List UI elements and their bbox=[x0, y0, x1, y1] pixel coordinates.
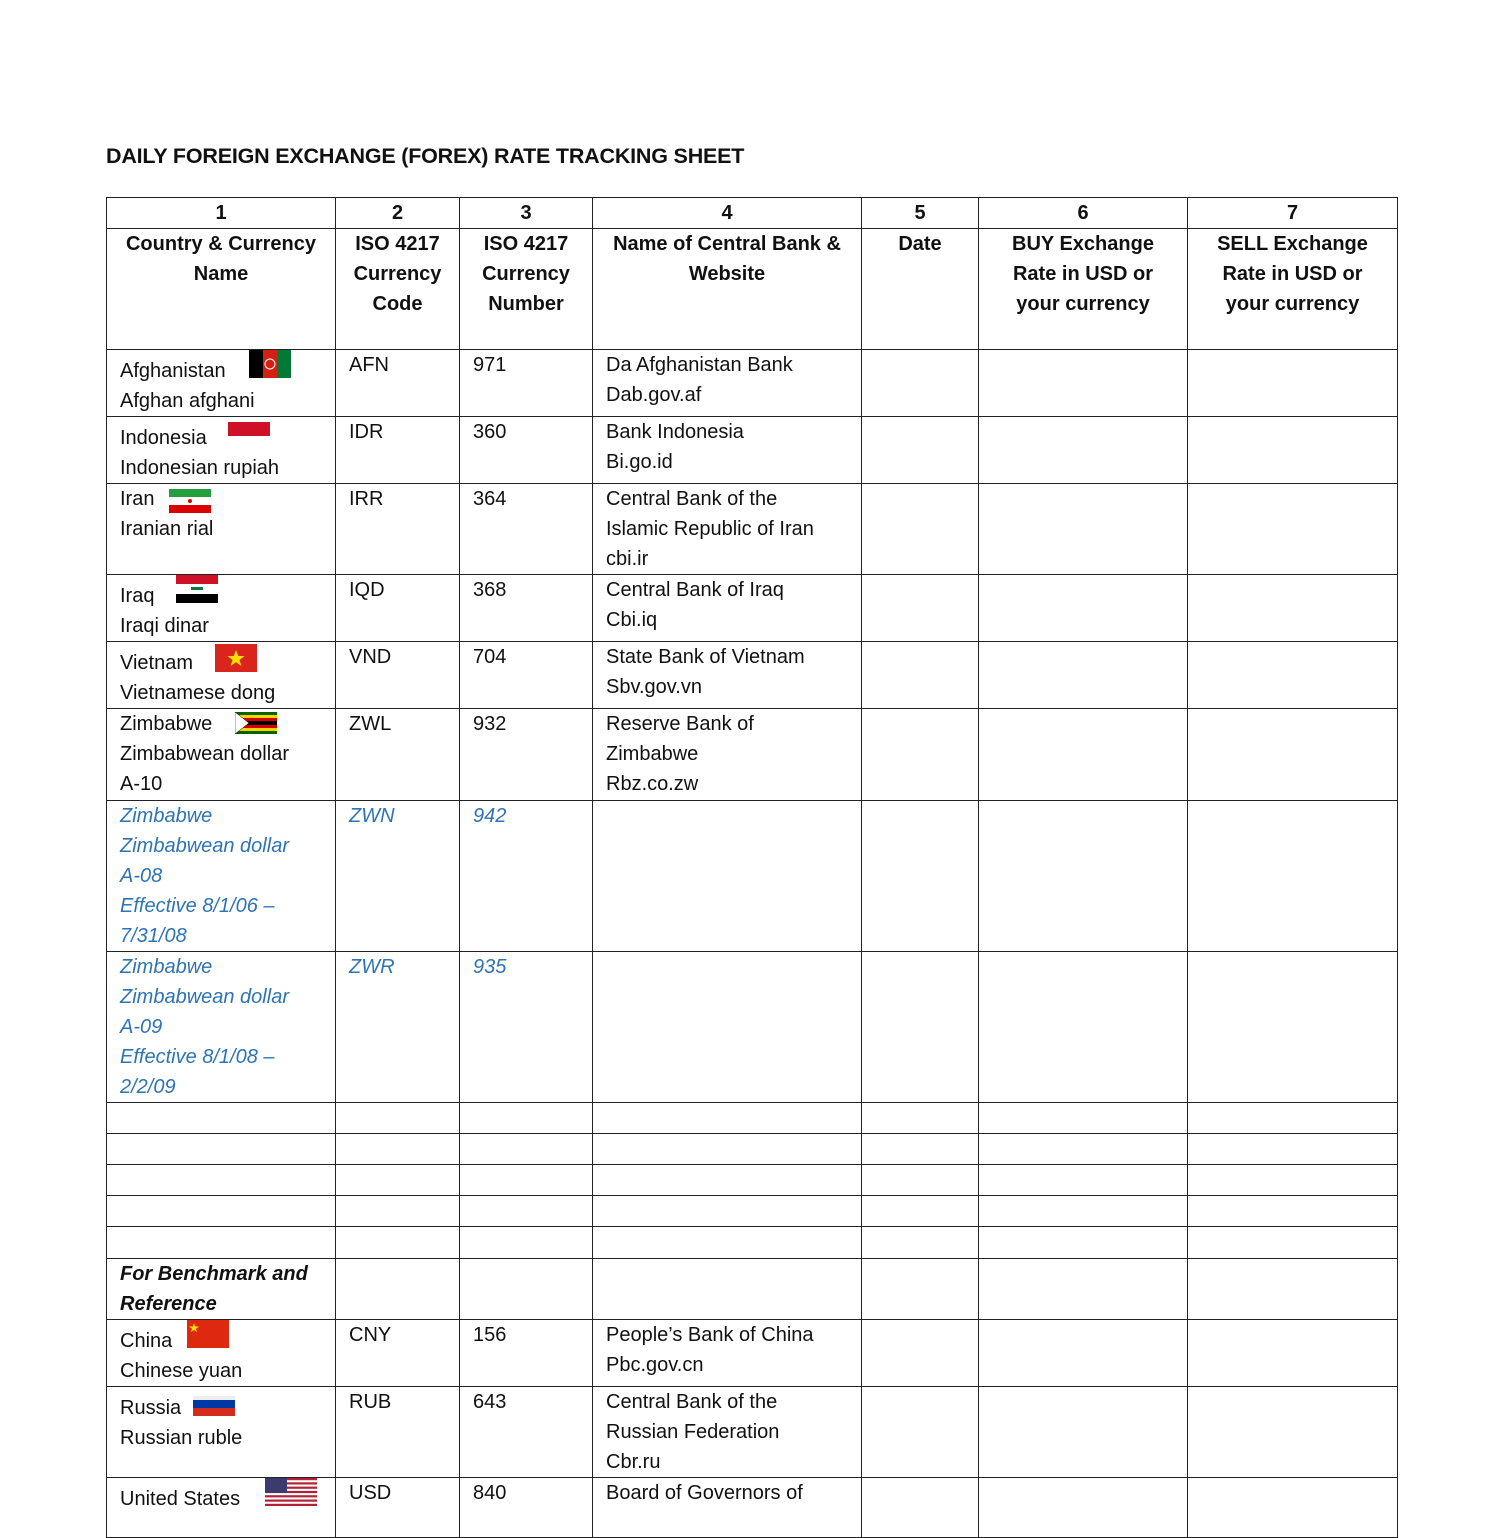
country-cell bbox=[107, 1134, 336, 1165]
buy-rate-cell[interactable] bbox=[979, 1478, 1188, 1538]
date-cell[interactable] bbox=[862, 1478, 979, 1538]
currency-number: 932 bbox=[473, 713, 507, 735]
central-bank-name: Da Afghanistan Bank bbox=[606, 354, 793, 376]
currency-number: 643 bbox=[473, 1391, 507, 1413]
currency-code: RUB bbox=[349, 1391, 392, 1413]
sell-rate-cell[interactable] bbox=[1188, 1165, 1398, 1196]
country-cell bbox=[107, 1196, 336, 1227]
country-cell bbox=[107, 1165, 336, 1196]
buy-rate-cell[interactable] bbox=[979, 801, 1188, 952]
date-cell[interactable] bbox=[862, 1387, 979, 1478]
currency-number-cell bbox=[460, 484, 593, 575]
column-header: BUY Exchange Rate in USD or your currency bbox=[979, 229, 1188, 350]
country-name: Zimbabwe bbox=[120, 713, 213, 735]
currency-code: ZWR bbox=[349, 956, 395, 978]
column-number: 3 bbox=[460, 198, 593, 229]
table-row bbox=[107, 575, 1398, 642]
currency-number-cell bbox=[460, 1196, 593, 1227]
currency-number-cell bbox=[460, 350, 593, 417]
currency-number: 156 bbox=[473, 1324, 507, 1346]
column-header: ISO 4217 Currency Code bbox=[336, 229, 460, 350]
currency-code-cell bbox=[336, 417, 460, 484]
column-header: Country & Currency Name bbox=[107, 229, 336, 350]
central-bank-name: Central Bank of the bbox=[606, 1391, 778, 1413]
column-header: Name of Central Bank & Website bbox=[593, 229, 862, 350]
currency-code: VND bbox=[349, 646, 392, 668]
country-name: Iran bbox=[120, 488, 155, 510]
currency-number-cell bbox=[460, 1478, 593, 1538]
indonesia-flag-icon bbox=[228, 417, 270, 447]
country-cell bbox=[107, 1259, 336, 1320]
currency-code-cell bbox=[336, 575, 460, 642]
sell-rate-cell[interactable] bbox=[1188, 1320, 1398, 1387]
date-cell[interactable] bbox=[862, 709, 979, 801]
date-cell[interactable] bbox=[862, 801, 979, 952]
currency-name: Zimbabwean dollar bbox=[120, 835, 289, 857]
buy-rate-cell[interactable] bbox=[979, 350, 1188, 417]
buy-rate-cell[interactable] bbox=[979, 1103, 1188, 1134]
buy-rate-cell[interactable] bbox=[979, 1259, 1188, 1320]
currency-number-cell bbox=[460, 1227, 593, 1259]
central-bank-cell bbox=[593, 575, 862, 642]
country-cell bbox=[107, 417, 336, 484]
central-bank-website: Dab.gov.af bbox=[606, 384, 702, 406]
table-row bbox=[107, 952, 1398, 1103]
currency-code-cell bbox=[336, 1103, 460, 1134]
sell-rate-cell[interactable] bbox=[1188, 350, 1398, 417]
currency-name: A-08 bbox=[120, 865, 163, 887]
currency-number: 368 bbox=[473, 579, 507, 601]
currency-number-cell bbox=[460, 642, 593, 709]
country-name: Zimbabwe bbox=[120, 805, 213, 827]
date-cell[interactable] bbox=[862, 1196, 979, 1227]
buy-rate-cell[interactable] bbox=[979, 1165, 1188, 1196]
empty-row bbox=[107, 1165, 1398, 1196]
afghanistan-flag-icon bbox=[249, 350, 291, 387]
currency-name: Zimbabwean dollar bbox=[120, 986, 289, 1008]
table-row bbox=[107, 1259, 1398, 1320]
currency-name: 7/31/08 bbox=[120, 925, 187, 947]
currency-name: 2/2/09 bbox=[120, 1076, 176, 1098]
date-cell[interactable] bbox=[862, 575, 979, 642]
buy-rate-cell[interactable] bbox=[979, 1134, 1188, 1165]
country-name: Iraq bbox=[120, 585, 155, 607]
united-states-flag-icon bbox=[265, 1478, 317, 1515]
vietnam-flag-icon bbox=[215, 644, 257, 681]
header-row bbox=[107, 229, 1398, 350]
country-cell bbox=[107, 709, 336, 801]
table-row bbox=[107, 484, 1398, 575]
sell-rate-cell[interactable] bbox=[1188, 1196, 1398, 1227]
empty-row bbox=[107, 1103, 1398, 1134]
currency-name: Reference bbox=[120, 1293, 217, 1315]
column-number: 5 bbox=[862, 198, 979, 229]
central-bank-cell bbox=[593, 417, 862, 484]
central-bank-website: Bi.go.id bbox=[606, 451, 673, 473]
central-bank-name: Bank Indonesia bbox=[606, 421, 744, 443]
currency-name: Vietnamese dong bbox=[120, 682, 276, 704]
table-row bbox=[107, 709, 1398, 801]
currency-code-cell bbox=[336, 1134, 460, 1165]
central-bank-name: Zimbabwe bbox=[606, 743, 699, 765]
central-bank-website: Rbz.co.zw bbox=[606, 773, 699, 795]
currency-name: Chinese yuan bbox=[120, 1360, 243, 1382]
country-cell bbox=[107, 575, 336, 642]
buy-rate-cell[interactable] bbox=[979, 642, 1188, 709]
table-row bbox=[107, 1478, 1398, 1538]
column-number: 2 bbox=[336, 198, 460, 229]
central-bank-cell bbox=[593, 709, 862, 801]
sell-rate-cell[interactable] bbox=[1188, 1134, 1398, 1165]
currency-code-cell bbox=[336, 1259, 460, 1320]
currency-number: 971 bbox=[473, 354, 507, 376]
currency-code-cell bbox=[336, 1227, 460, 1259]
iraq-flag-icon bbox=[176, 575, 218, 612]
country-cell bbox=[107, 952, 336, 1103]
currency-code-cell bbox=[336, 1320, 460, 1387]
buy-rate-cell[interactable] bbox=[979, 484, 1188, 575]
central-bank-name: Russian Federation bbox=[606, 1421, 780, 1443]
currency-name: Effective 8/1/06 – bbox=[120, 895, 275, 917]
date-cell[interactable] bbox=[862, 350, 979, 417]
currency-number-cell bbox=[460, 952, 593, 1103]
currency-code-cell bbox=[336, 952, 460, 1103]
currency-number-cell bbox=[460, 417, 593, 484]
buy-rate-cell[interactable] bbox=[979, 1387, 1188, 1478]
currency-number-cell bbox=[460, 1165, 593, 1196]
currency-code-cell bbox=[336, 1196, 460, 1227]
buy-rate-cell[interactable] bbox=[979, 1320, 1188, 1387]
country-name: For Benchmark and bbox=[120, 1263, 308, 1285]
country-cell bbox=[107, 484, 336, 575]
central-bank-cell bbox=[593, 1227, 862, 1259]
currency-number-cell bbox=[460, 575, 593, 642]
central-bank-cell bbox=[593, 484, 862, 575]
date-cell[interactable] bbox=[862, 642, 979, 709]
central-bank-website: Cbi.iq bbox=[606, 609, 658, 631]
buy-rate-cell[interactable] bbox=[979, 417, 1188, 484]
currency-number-cell bbox=[460, 1320, 593, 1387]
central-bank-name: Central Bank of Iraq bbox=[606, 579, 784, 601]
sell-rate-cell[interactable] bbox=[1188, 1387, 1398, 1478]
sell-rate-cell[interactable] bbox=[1188, 952, 1398, 1103]
sell-rate-cell[interactable] bbox=[1188, 1478, 1398, 1538]
central-bank-cell bbox=[593, 1320, 862, 1387]
zimbabwe-flag-icon bbox=[235, 712, 277, 743]
sell-rate-cell[interactable] bbox=[1188, 575, 1398, 642]
central-bank-cell bbox=[593, 1165, 862, 1196]
currency-name: Indonesian rupiah bbox=[120, 457, 280, 479]
country-name: Zimbabwe bbox=[120, 956, 213, 978]
currency-code: ZWL bbox=[349, 713, 392, 735]
buy-rate-cell[interactable] bbox=[979, 575, 1188, 642]
buy-rate-cell[interactable] bbox=[979, 952, 1188, 1103]
central-bank-name: Board of Governors of bbox=[606, 1482, 803, 1504]
date-cell[interactable] bbox=[862, 1227, 979, 1259]
currency-code: AFN bbox=[349, 354, 389, 376]
central-bank-cell bbox=[593, 1259, 862, 1320]
central-bank-cell bbox=[593, 350, 862, 417]
currency-number-cell bbox=[460, 1387, 593, 1478]
country-cell bbox=[107, 1387, 336, 1478]
currency-number: 840 bbox=[473, 1482, 507, 1504]
currency-number: 935 bbox=[473, 956, 507, 978]
central-bank-cell bbox=[593, 1387, 862, 1478]
sell-rate-cell[interactable] bbox=[1188, 642, 1398, 709]
column-number: 1 bbox=[107, 198, 336, 229]
currency-code: IRR bbox=[349, 488, 384, 510]
currency-number: 704 bbox=[473, 646, 507, 668]
country-name: Russia bbox=[120, 1397, 182, 1419]
currency-code: IQD bbox=[349, 579, 385, 601]
central-bank-cell bbox=[593, 801, 862, 952]
currency-code: ZWN bbox=[349, 805, 395, 827]
sell-rate-cell[interactable] bbox=[1188, 1103, 1398, 1134]
currency-code-cell bbox=[336, 1387, 460, 1478]
column-header: ISO 4217 Currency Number bbox=[460, 229, 593, 350]
country-name: Vietnam bbox=[120, 652, 194, 674]
currency-name: A-09 bbox=[120, 1016, 163, 1038]
currency-code-cell bbox=[336, 484, 460, 575]
iran-flag-icon bbox=[169, 489, 211, 522]
central-bank-name: State Bank of Vietnam bbox=[606, 646, 805, 668]
currency-number: 942 bbox=[473, 805, 507, 827]
sell-rate-cell[interactable] bbox=[1188, 801, 1398, 952]
currency-code-cell bbox=[336, 350, 460, 417]
currency-code: CNY bbox=[349, 1324, 392, 1346]
china-flag-icon bbox=[187, 1320, 229, 1357]
date-cell[interactable] bbox=[862, 1259, 979, 1320]
country-name: China bbox=[120, 1330, 173, 1352]
central-bank-cell bbox=[593, 1196, 862, 1227]
date-cell[interactable] bbox=[862, 417, 979, 484]
currency-code-cell bbox=[336, 801, 460, 952]
central-bank-website: Pbc.gov.cn bbox=[606, 1354, 704, 1376]
buy-rate-cell[interactable] bbox=[979, 1227, 1188, 1259]
central-bank-name: Reserve Bank of bbox=[606, 713, 754, 735]
currency-number: 360 bbox=[473, 421, 507, 443]
currency-name: Iranian rial bbox=[120, 518, 214, 540]
central-bank-name: People’s Bank of China bbox=[606, 1324, 814, 1346]
country-cell bbox=[107, 801, 336, 952]
date-cell[interactable] bbox=[862, 1320, 979, 1387]
table-row bbox=[107, 801, 1398, 952]
country-cell bbox=[107, 642, 336, 709]
currency-code-cell bbox=[336, 1165, 460, 1196]
central-bank-website: cbi.ir bbox=[606, 548, 649, 570]
country-cell bbox=[107, 1320, 336, 1387]
column-number-row bbox=[107, 198, 1398, 229]
sell-rate-cell[interactable] bbox=[1188, 709, 1398, 801]
table-row bbox=[107, 350, 1398, 417]
central-bank-cell bbox=[593, 642, 862, 709]
date-cell[interactable] bbox=[862, 1134, 979, 1165]
sell-rate-cell[interactable] bbox=[1188, 1259, 1398, 1320]
empty-row bbox=[107, 1134, 1398, 1165]
page-title: DAILY FOREIGN EXCHANGE (FOREX) RATE TRACKING SHEET bbox=[106, 144, 745, 168]
currency-name: Zimbabwean dollar bbox=[120, 743, 289, 765]
forex-table bbox=[106, 197, 1398, 1538]
currency-code-cell bbox=[336, 642, 460, 709]
central-bank-cell bbox=[593, 1478, 862, 1538]
column-number: 7 bbox=[1188, 198, 1398, 229]
column-number: 6 bbox=[979, 198, 1188, 229]
currency-name: Afghan afghani bbox=[120, 390, 255, 412]
currency-name: A-10 bbox=[120, 773, 163, 795]
date-cell[interactable] bbox=[862, 484, 979, 575]
currency-number: 364 bbox=[473, 488, 507, 510]
currency-code-cell bbox=[336, 1478, 460, 1538]
currency-code: USD bbox=[349, 1482, 392, 1504]
column-header: Date bbox=[862, 229, 979, 350]
currency-number-cell bbox=[460, 1259, 593, 1320]
central-bank-name: Islamic Republic of Iran bbox=[606, 518, 814, 540]
country-cell bbox=[107, 350, 336, 417]
central-bank-website: Cbr.ru bbox=[606, 1451, 661, 1473]
central-bank-website: Sbv.gov.vn bbox=[606, 676, 702, 698]
buy-rate-cell[interactable] bbox=[979, 709, 1188, 801]
column-header: SELL Exchange Rate in USD or your currency bbox=[1188, 229, 1398, 350]
currency-name: Effective 8/1/08 – bbox=[120, 1046, 275, 1068]
currency-name: Russian ruble bbox=[120, 1427, 243, 1449]
date-cell[interactable] bbox=[862, 952, 979, 1103]
currency-number-cell bbox=[460, 709, 593, 801]
date-cell[interactable] bbox=[862, 1103, 979, 1134]
sell-rate-cell[interactable] bbox=[1188, 484, 1398, 575]
currency-number-cell bbox=[460, 1103, 593, 1134]
sell-rate-cell[interactable] bbox=[1188, 1227, 1398, 1259]
currency-number-cell bbox=[460, 1134, 593, 1165]
empty-row bbox=[107, 1227, 1398, 1259]
country-name: Indonesia bbox=[120, 427, 207, 449]
table-row bbox=[107, 1387, 1398, 1478]
russia-flag-icon bbox=[193, 1395, 235, 1425]
table-row bbox=[107, 1320, 1398, 1387]
buy-rate-cell[interactable] bbox=[979, 1196, 1188, 1227]
table-row bbox=[107, 417, 1398, 484]
currency-code-cell bbox=[336, 709, 460, 801]
central-bank-cell bbox=[593, 1103, 862, 1134]
empty-row bbox=[107, 1196, 1398, 1227]
country-name: United States bbox=[120, 1488, 241, 1510]
currency-code: IDR bbox=[349, 421, 384, 443]
date-cell[interactable] bbox=[862, 1165, 979, 1196]
column-number: 4 bbox=[593, 198, 862, 229]
country-cell bbox=[107, 1103, 336, 1134]
sell-rate-cell[interactable] bbox=[1188, 417, 1398, 484]
country-cell bbox=[107, 1227, 336, 1259]
country-name: Afghanistan bbox=[120, 360, 226, 382]
currency-number-cell bbox=[460, 801, 593, 952]
currency-name: Iraqi dinar bbox=[120, 615, 209, 637]
country-cell bbox=[107, 1478, 336, 1538]
central-bank-cell bbox=[593, 952, 862, 1103]
table-row bbox=[107, 642, 1398, 709]
central-bank-cell bbox=[593, 1134, 862, 1165]
central-bank-name: Central Bank of the bbox=[606, 488, 778, 510]
